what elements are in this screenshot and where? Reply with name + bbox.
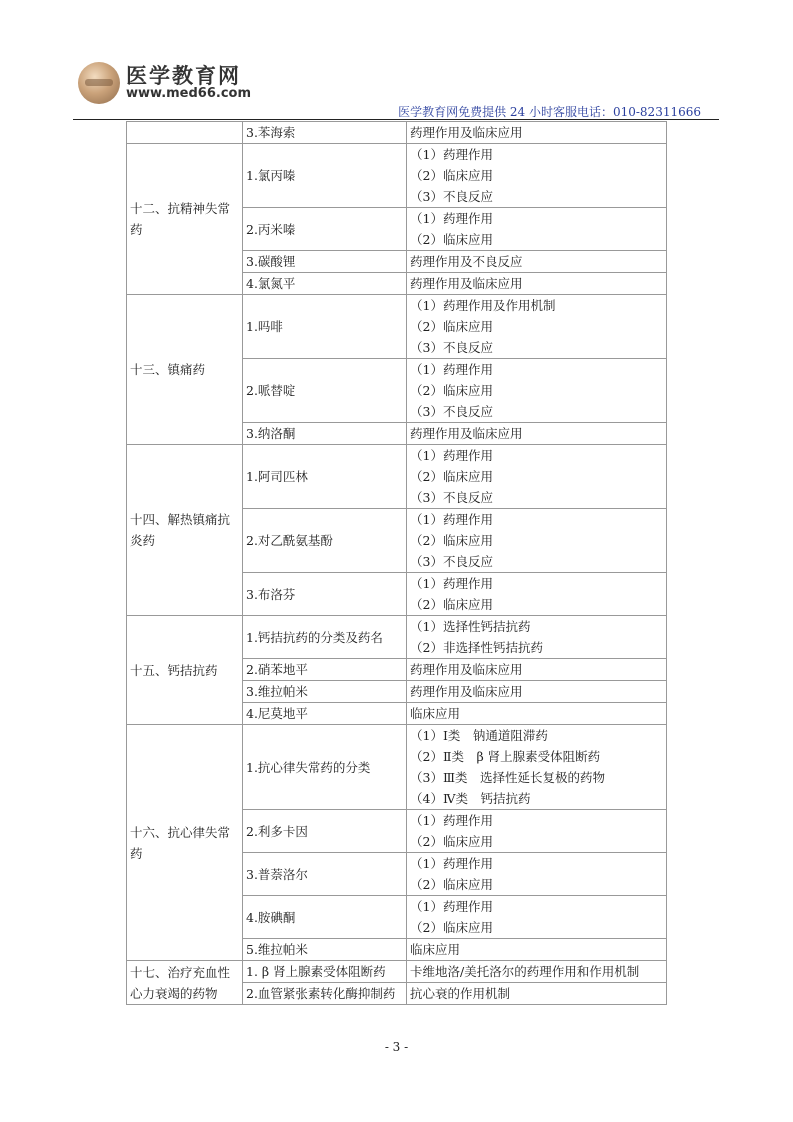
content-item: （4）Ⅳ类 钙拮抗药: [410, 791, 531, 806]
content-cell: [407, 961, 667, 983]
category-cell: 十五、钙拮抗药: [127, 616, 243, 725]
drug-cell: 1. β 肾上腺素受体阻断药: [243, 961, 407, 983]
logo-title: 医学教育网: [126, 64, 241, 88]
drug-cell: 3.碳酸锂: [243, 251, 407, 273]
content-item: 药理作用及临床应用: [410, 662, 523, 677]
content-cell: [407, 208, 667, 251]
content-cell: [407, 896, 667, 939]
content-item: （1）选择性钙拮抗药: [410, 619, 531, 634]
content-cell: [407, 983, 667, 1005]
table-row: [127, 961, 667, 983]
drug-cell: 5.维拉帕米: [243, 939, 407, 961]
content-item: 药理作用及不良反应: [410, 254, 523, 269]
content-item: （2）临床应用: [410, 319, 493, 334]
content-cell: [407, 423, 667, 445]
content-item: （2）临床应用: [410, 533, 493, 548]
content-cell: [407, 251, 667, 273]
content-item: （3）不良反应: [410, 340, 493, 355]
content-item: （2）临床应用: [410, 232, 493, 247]
content-item: （3）不良反应: [410, 554, 493, 569]
table-row: [127, 295, 667, 359]
content-item: （1）药理作用: [410, 448, 493, 463]
content-cell: [407, 616, 667, 659]
drug-cell: 4.尼莫地平: [243, 703, 407, 725]
content-item: 药理作用及临床应用: [410, 426, 523, 441]
logo-emblem-icon: [78, 62, 120, 104]
content-cell: [407, 853, 667, 896]
content-item: （1）药理作用: [410, 147, 493, 162]
table-row: [127, 144, 667, 208]
content-cell: [407, 359, 667, 423]
content-cell: [407, 509, 667, 573]
category-cell: 十四、解热镇痛抗炎药: [127, 445, 243, 616]
content-item: （3）不良反应: [410, 189, 493, 204]
table-row: [127, 445, 667, 509]
content-item: （2）临床应用: [410, 168, 493, 183]
drug-cell: 2.血管紧张素转化酶抑制药: [243, 983, 407, 1005]
content-item: （2）临床应用: [410, 877, 493, 892]
drug-cell: 4.胺碘酮: [243, 896, 407, 939]
content-item: 药理作用及临床应用: [410, 684, 523, 699]
content-item: （2）Ⅱ类 β 肾上腺素受体阻断药: [410, 749, 601, 764]
content-cell: [407, 703, 667, 725]
content-item: （1）药理作用及作用机制: [410, 298, 556, 313]
content-item: 药理作用及临床应用: [410, 125, 523, 140]
drug-cell: 4.氯氮平: [243, 273, 407, 295]
drug-cell: 3.普萘洛尔: [243, 853, 407, 896]
content-item: 药理作用及临床应用: [410, 276, 523, 291]
drug-cell: 1.氯丙嗪: [243, 144, 407, 208]
drug-cell: 3.纳洛酮: [243, 423, 407, 445]
drug-cell: 3.维拉帕米: [243, 681, 407, 703]
drug-cell: 2.哌替啶: [243, 359, 407, 423]
logo-url: www.med66.com: [126, 86, 252, 101]
page-number: - 3 -: [384, 1040, 409, 1054]
drug-cell: 1.钙拮抗药的分类及药名: [243, 616, 407, 659]
content-cell: [407, 122, 667, 144]
content-item: （1）药理作用: [410, 899, 493, 914]
drug-cell: 1.吗啡: [243, 295, 407, 359]
drug-cell: 1.抗心律失常药的分类: [243, 725, 407, 810]
content-item: （3）不良反应: [410, 490, 493, 505]
content-item: （2）临床应用: [410, 469, 493, 484]
drug-cell: 1.阿司匹林: [243, 445, 407, 509]
content-cell: [407, 445, 667, 509]
content-item: （1）药理作用: [410, 211, 493, 226]
content-item: 临床应用: [410, 942, 461, 957]
content-item: （2）非选择性钙拮抗药: [410, 640, 543, 655]
content-item: （1）药理作用: [410, 512, 493, 527]
drug-cell: 3.布洛芬: [243, 573, 407, 616]
drug-cell: 3.苯海索: [243, 122, 407, 144]
category-cell: 十六、抗心律失常药: [127, 725, 243, 961]
content-cell: [407, 681, 667, 703]
content-cell: [407, 725, 667, 810]
table-row: [127, 122, 667, 144]
table-row: [127, 725, 667, 810]
category-cell: [127, 122, 243, 144]
content-item: （3）不良反应: [410, 404, 493, 419]
content-item: （3）Ⅲ类 选择性延长复极的药物: [410, 770, 606, 785]
drug-cell: 2.对乙酰氨基酚: [243, 509, 407, 573]
content-cell: [407, 573, 667, 616]
drug-cell: 2.利多卡因: [243, 810, 407, 853]
drug-cell: 2.丙米嗪: [243, 208, 407, 251]
syllabus-table: [126, 121, 667, 1005]
content-item: 抗心衰的作用机制: [410, 986, 511, 1001]
logo: [78, 60, 278, 106]
content-item: （1）药理作用: [410, 813, 493, 828]
content-item: 临床应用: [410, 706, 461, 721]
header-contact: 医学教育网免费提供 24 小时客服电话：010-82311666: [398, 105, 701, 119]
content-item: （1）药理作用: [410, 362, 493, 377]
content-cell: [407, 810, 667, 853]
header-divider: [73, 119, 719, 120]
content-cell: [407, 659, 667, 681]
content-item: （1）Ⅰ类 钠通道阻滞药: [410, 728, 548, 743]
content-item: （2）临床应用: [410, 383, 493, 398]
content-item: （2）临床应用: [410, 920, 493, 935]
category-cell: 十二、抗精神失常药: [127, 144, 243, 295]
content-cell: [407, 295, 667, 359]
content-cell: [407, 144, 667, 208]
content-cell: [407, 939, 667, 961]
content-item: （2）临床应用: [410, 597, 493, 612]
drug-cell: 2.硝苯地平: [243, 659, 407, 681]
content-item: （1）药理作用: [410, 856, 493, 871]
table-row: [127, 616, 667, 659]
content-item: （2）临床应用: [410, 834, 493, 849]
content-cell: [407, 273, 667, 295]
category-cell: 十三、镇痛药: [127, 295, 243, 445]
content-item: 卡维地洛/美托洛尔的药理作用和作用机制: [410, 964, 640, 979]
content-item: （1）药理作用: [410, 576, 493, 591]
category-cell: 十七、治疗充血性心力衰竭的药物: [127, 961, 243, 1005]
